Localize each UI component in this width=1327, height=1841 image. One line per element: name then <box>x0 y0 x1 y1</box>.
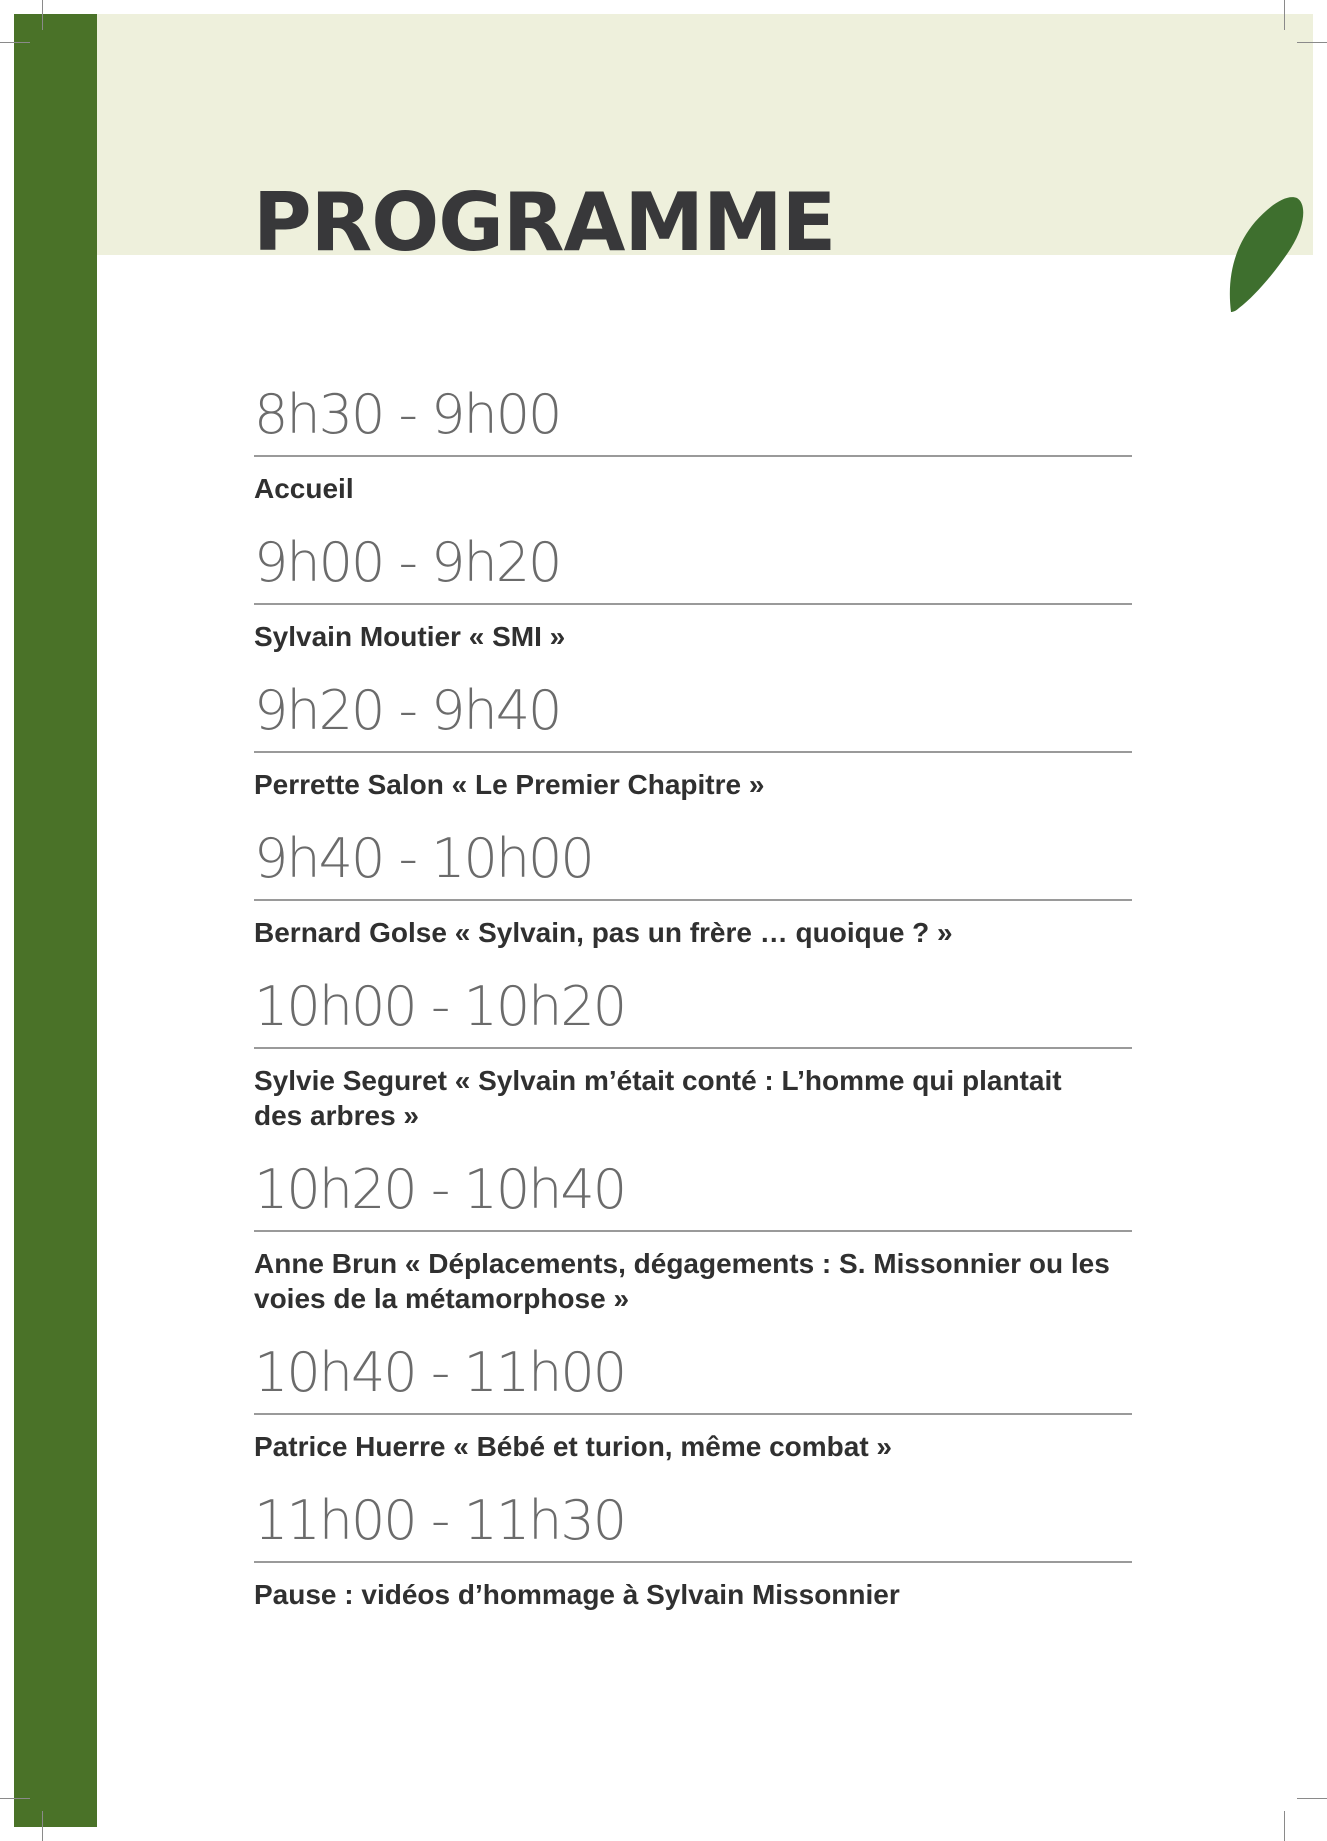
divider <box>254 1230 1132 1232</box>
crop-mark <box>1284 0 1285 30</box>
schedule-slot <box>254 1343 1132 1464</box>
time-range <box>254 1491 1132 1553</box>
session-title: Pause : vidéos d’hommage à Sylvain Missonnier <box>254 1579 900 1610</box>
divider <box>254 1561 1132 1563</box>
divider <box>254 899 1132 901</box>
schedule-slot <box>254 1160 1132 1316</box>
crop-mark <box>1297 1798 1327 1799</box>
time-range-text: 10h20 - 10h40 <box>254 1158 626 1221</box>
page-title: PROGRAMME <box>253 176 836 269</box>
divider <box>254 751 1132 753</box>
crop-mark <box>0 1798 30 1799</box>
session-title: Anne Brun « Déplacements, dégagements : S. Missonnier ou les voies de la métamorphose » <box>254 1248 1110 1314</box>
leaf-icon <box>1225 190 1305 320</box>
time-range-text: 9h20 - 9h40 <box>254 679 561 742</box>
session-title: Sylvain Moutier « SMI » <box>254 621 566 652</box>
time-range-text: 9h00 - 9h20 <box>254 531 561 594</box>
time-range-text: 9h40 - 10h00 <box>254 827 593 890</box>
time-range <box>254 681 1132 743</box>
session-title: Perrette Salon « Le Premier Chapitre » <box>254 769 765 800</box>
green-side-bar <box>14 14 97 1827</box>
crop-mark <box>0 42 30 43</box>
schedule-slot <box>254 977 1132 1133</box>
schedule-slot <box>254 681 1132 802</box>
schedule-slot <box>254 533 1132 654</box>
time-range-text: 8h30 - 9h00 <box>254 383 561 446</box>
session-title: Patrice Huerre « Bébé et turion, même combat » <box>254 1431 892 1462</box>
crop-mark <box>42 1811 43 1841</box>
time-range-text: 10h40 - 11h00 <box>254 1341 626 1404</box>
session-title: Bernard Golse « Sylvain, pas un frère … quoique ? » <box>254 917 953 948</box>
time-range-text: 11h00 - 11h30 <box>254 1489 626 1552</box>
divider <box>254 1413 1132 1415</box>
crop-mark <box>1284 1811 1285 1841</box>
crop-mark <box>1297 42 1327 43</box>
time-range <box>254 977 1132 1039</box>
time-range <box>254 1343 1132 1405</box>
divider <box>254 455 1132 457</box>
session-title: Accueil <box>254 473 354 504</box>
time-range <box>254 385 1132 447</box>
schedule-slot <box>254 1491 1132 1612</box>
time-range-text: 10h00 - 10h20 <box>254 975 626 1038</box>
schedule-slot <box>254 829 1132 950</box>
crop-mark <box>42 0 43 30</box>
divider <box>254 1047 1132 1049</box>
schedule-slot <box>254 385 1132 506</box>
session-title: Sylvie Seguret « Sylvain m’était conté : L’homme qui plantait des arbres » <box>254 1065 1062 1131</box>
divider <box>254 603 1132 605</box>
time-range <box>254 1160 1132 1222</box>
time-range <box>254 533 1132 595</box>
time-range <box>254 829 1132 891</box>
